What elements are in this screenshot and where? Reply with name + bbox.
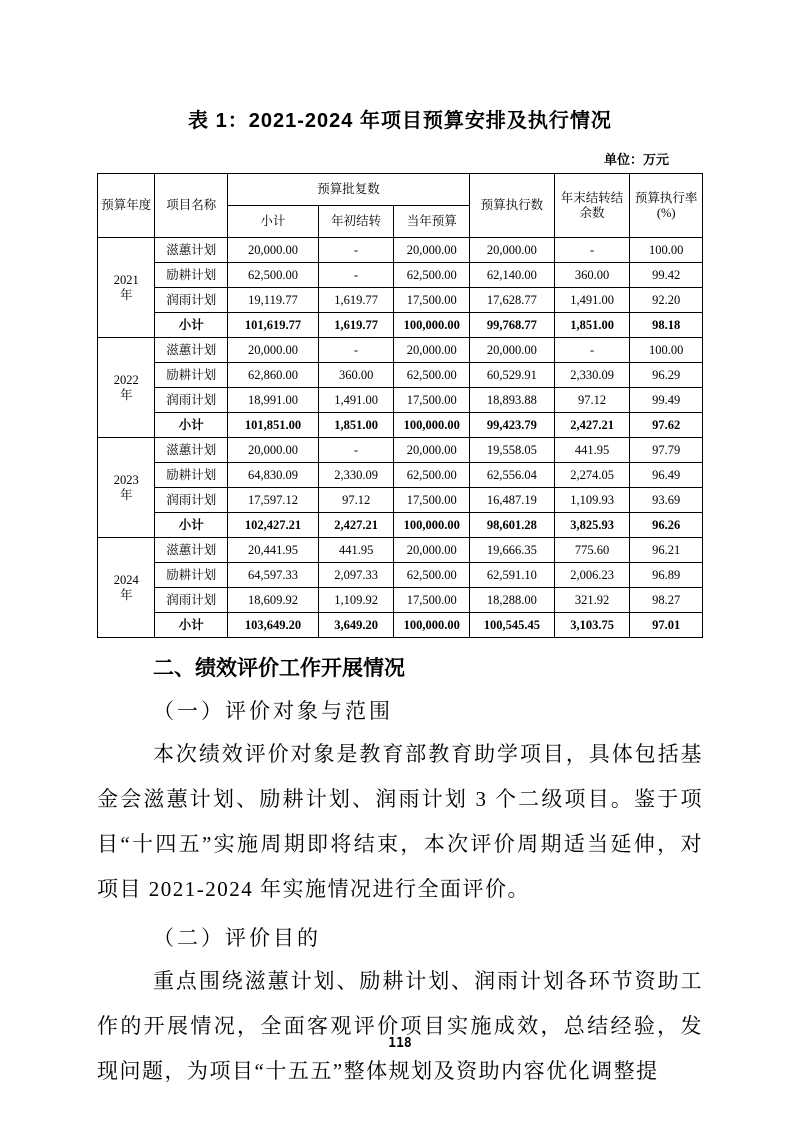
- cell-rate: 96.29: [630, 363, 703, 388]
- cell-executed: 19,558.05: [470, 438, 555, 463]
- cell-project-name: 小计: [155, 313, 228, 338]
- cell-begin-carryover: -: [318, 438, 394, 463]
- cell-current-budget: 62,500.00: [394, 563, 470, 588]
- cell-rate: 100.00: [630, 338, 703, 363]
- cell-current-budget: 62,500.00: [394, 263, 470, 288]
- cell-begin-carryover: 2,097.33: [318, 563, 394, 588]
- cell-yearend: 360.00: [554, 263, 630, 288]
- cell-subtotal: 20,000.00: [228, 338, 319, 363]
- year-cell-2024: [98, 538, 155, 638]
- cell-begin-carryover: -: [318, 338, 394, 363]
- cell-rate: 97.01: [630, 613, 703, 638]
- cell-project-name: 滋蕙计划: [155, 438, 228, 463]
- table-row: [98, 263, 703, 288]
- header-execution-rate: 预算执行率(%): [630, 174, 703, 238]
- cell-current-budget: 20,000.00: [394, 338, 470, 363]
- year-suffix: 年: [119, 387, 133, 402]
- cell-subtotal: 62,500.00: [228, 263, 319, 288]
- year-cell-2021: [98, 238, 155, 338]
- cell-subtotal: 64,597.33: [228, 563, 319, 588]
- cell-project-name: 小计: [155, 413, 228, 438]
- table-row: [98, 588, 703, 613]
- cell-executed: 16,487.19: [470, 488, 555, 513]
- cell-yearend: -: [554, 338, 630, 363]
- cell-project-name: 润雨计划: [155, 488, 228, 513]
- cell-rate: 93.69: [630, 488, 703, 513]
- paragraph-evaluation-scope: 本次绩效评价对象是教育部教育助学项目，具体包括基金会滋蕙计划、励耕计划、润雨计划 3 个二级项目。鉴于项目“十四五”实施周期即将结束，本次评价周期适当延伸，对项目 2021-2024 年实施情况进行全面评价。: [97, 742, 703, 901]
- cell-subtotal: 101,851.00: [228, 413, 319, 438]
- header-year: 预算年度: [98, 174, 155, 238]
- cell-rate: 99.49: [630, 388, 703, 413]
- cell-begin-carryover: 1,491.00: [318, 388, 394, 413]
- header-current-budget: 当年预算: [394, 206, 470, 238]
- header-approved-group: 预算批复数: [228, 174, 470, 206]
- cell-rate: 97.79: [630, 438, 703, 463]
- year-cell-2023: [98, 438, 155, 538]
- cell-begin-carryover: 3,649.20: [318, 613, 394, 638]
- cell-begin-carryover: 2,427.21: [318, 513, 394, 538]
- page-number: 118: [388, 1036, 412, 1051]
- cell-project-name: 润雨计划: [155, 288, 228, 313]
- cell-executed: 100,545.45: [470, 613, 555, 638]
- cell-current-budget: 62,500.00: [394, 363, 470, 388]
- cell-subtotal: 18,609.92: [228, 588, 319, 613]
- table-header-row-1: [98, 174, 703, 206]
- header-subtotal: 小计: [228, 206, 319, 238]
- cell-yearend: 1,491.00: [554, 288, 630, 313]
- cell-project-name: 小计: [155, 613, 228, 638]
- table-subtotal-row: [98, 413, 703, 438]
- cell-subtotal: 20,000.00: [228, 438, 319, 463]
- table-row: [98, 238, 703, 263]
- cell-yearend: 1,851.00: [554, 313, 630, 338]
- cell-current-budget: 20,000.00: [394, 238, 470, 263]
- cell-project-name: 小计: [155, 513, 228, 538]
- cell-executed: 99,768.77: [470, 313, 555, 338]
- cell-yearend: 3,825.93: [554, 513, 630, 538]
- cell-current-budget: 100,000.00: [394, 513, 470, 538]
- table-row: [98, 388, 703, 413]
- cell-current-budget: 100,000.00: [394, 413, 470, 438]
- year-number: 2022: [113, 372, 139, 387]
- cell-executed: 18,893.88: [470, 388, 555, 413]
- cell-begin-carryover: 441.95: [318, 538, 394, 563]
- table-subtotal-row: [98, 513, 703, 538]
- paragraph-evaluation-purpose: 重点围绕滋蕙计划、励耕计划、润雨计划各环节资助工作的开展情况，全面客观评价项目实施成效，总结经验，发现问题，为项目“十五五”整体规划及资助内容优化调整提: [97, 969, 703, 1083]
- cell-current-budget: 17,500.00: [394, 388, 470, 413]
- cell-executed: 19,666.35: [470, 538, 555, 563]
- cell-yearend: 2,330.09: [554, 363, 630, 388]
- cell-yearend: 775.60: [554, 538, 630, 563]
- cell-yearend: 2,427.21: [554, 413, 630, 438]
- cell-subtotal: 64,830.09: [228, 463, 319, 488]
- cell-current-budget: 17,500.00: [394, 288, 470, 313]
- cell-yearend: 3,103.75: [554, 613, 630, 638]
- cell-project-name: 滋蕙计划: [155, 338, 228, 363]
- cell-rate: 96.21: [630, 538, 703, 563]
- cell-subtotal: 17,597.12: [228, 488, 319, 513]
- cell-subtotal: 101,619.77: [228, 313, 319, 338]
- cell-project-name: 励耕计划: [155, 263, 228, 288]
- cell-yearend: 1,109.93: [554, 488, 630, 513]
- cell-current-budget: 100,000.00: [394, 613, 470, 638]
- cell-subtotal: 103,649.20: [228, 613, 319, 638]
- cell-begin-carryover: 2,330.09: [318, 463, 394, 488]
- header-yearend-balance: 年末结转结余数: [554, 174, 630, 238]
- year-number: 2023: [113, 472, 139, 487]
- cell-project-name: 励耕计划: [155, 363, 228, 388]
- cell-current-budget: 20,000.00: [394, 538, 470, 563]
- cell-executed: 18,288.00: [470, 588, 555, 613]
- cell-current-budget: 20,000.00: [394, 438, 470, 463]
- cell-current-budget: 62,500.00: [394, 463, 470, 488]
- section-heading-2: 二、绩效评价工作开展情况: [153, 657, 405, 680]
- cell-project-name: 励耕计划: [155, 463, 228, 488]
- year-suffix: 年: [119, 587, 133, 602]
- cell-executed: 62,140.00: [470, 263, 555, 288]
- cell-rate: 96.26: [630, 513, 703, 538]
- header-executed: 预算执行数: [470, 174, 555, 238]
- table-row: [98, 438, 703, 463]
- cell-begin-carryover: -: [318, 238, 394, 263]
- cell-begin-carryover: 360.00: [318, 363, 394, 388]
- table-subtotal-row: [98, 313, 703, 338]
- cell-subtotal: 62,860.00: [228, 363, 319, 388]
- cell-executed: 62,556.04: [470, 463, 555, 488]
- table-row: [98, 488, 703, 513]
- cell-subtotal: 20,441.95: [228, 538, 319, 563]
- cell-yearend: 97.12: [554, 388, 630, 413]
- cell-current-budget: 100,000.00: [394, 313, 470, 338]
- cell-project-name: 滋蕙计划: [155, 238, 228, 263]
- header-begin-carryover: 年初结转: [318, 206, 394, 238]
- cell-rate: 98.18: [630, 313, 703, 338]
- year-suffix: 年: [119, 287, 133, 302]
- table-row: [98, 338, 703, 363]
- cell-begin-carryover: 1,109.92: [318, 588, 394, 613]
- cell-project-name: 润雨计划: [155, 588, 228, 613]
- table-row: [98, 363, 703, 388]
- table-row: [98, 538, 703, 563]
- sub-heading-2: （二）评价目的: [153, 926, 321, 950]
- cell-executed: 60,529.91: [470, 363, 555, 388]
- unit-label: 单位：万元: [603, 152, 669, 167]
- cell-rate: 96.89: [630, 563, 703, 588]
- table-row: [98, 463, 703, 488]
- cell-subtotal: 19,119.77: [228, 288, 319, 313]
- cell-executed: 99,423.79: [470, 413, 555, 438]
- header-project: 项目名称: [155, 174, 228, 238]
- cell-executed: 98,601.28: [470, 513, 555, 538]
- cell-rate: 96.49: [630, 463, 703, 488]
- cell-current-budget: 17,500.00: [394, 588, 470, 613]
- cell-executed: 17,628.77: [470, 288, 555, 313]
- cell-project-name: 励耕计划: [155, 563, 228, 588]
- cell-begin-carryover: -: [318, 263, 394, 288]
- cell-executed: 62,591.10: [470, 563, 555, 588]
- cell-begin-carryover: 1,619.77: [318, 313, 394, 338]
- cell-yearend: 441.95: [554, 438, 630, 463]
- cell-yearend: 321.92: [554, 588, 630, 613]
- budget-table: [97, 173, 703, 638]
- cell-executed: 20,000.00: [470, 338, 555, 363]
- table-subtotal-row: [98, 613, 703, 638]
- cell-project-name: 滋蕙计划: [155, 538, 228, 563]
- cell-rate: 100.00: [630, 238, 703, 263]
- cell-begin-carryover: 97.12: [318, 488, 394, 513]
- table-row: [98, 563, 703, 588]
- cell-yearend: 2,006.23: [554, 563, 630, 588]
- cell-rate: 98.27: [630, 588, 703, 613]
- cell-rate: 92.20: [630, 288, 703, 313]
- cell-executed: 20,000.00: [470, 238, 555, 263]
- year-number: 2024: [113, 572, 139, 587]
- sub-heading-1: （一）评价对象与范围: [153, 699, 393, 723]
- page-title: 表 1：2021-2024 年项目预算安排及执行情况: [188, 110, 612, 132]
- page-content: [97, 0, 703, 1094]
- cell-begin-carryover: 1,851.00: [318, 413, 394, 438]
- year-number: 2021: [113, 272, 139, 287]
- cell-rate: 99.42: [630, 263, 703, 288]
- cell-subtotal: 20,000.00: [228, 238, 319, 263]
- table-row: [98, 288, 703, 313]
- year-cell-2022: [98, 338, 155, 438]
- cell-current-budget: 17,500.00: [394, 488, 470, 513]
- cell-subtotal: 102,427.21: [228, 513, 319, 538]
- cell-rate: 97.62: [630, 413, 703, 438]
- cell-begin-carryover: 1,619.77: [318, 288, 394, 313]
- cell-subtotal: 18,991.00: [228, 388, 319, 413]
- cell-yearend: -: [554, 238, 630, 263]
- cell-yearend: 2,274.05: [554, 463, 630, 488]
- cell-project-name: 润雨计划: [155, 388, 228, 413]
- year-suffix: 年: [119, 487, 133, 502]
